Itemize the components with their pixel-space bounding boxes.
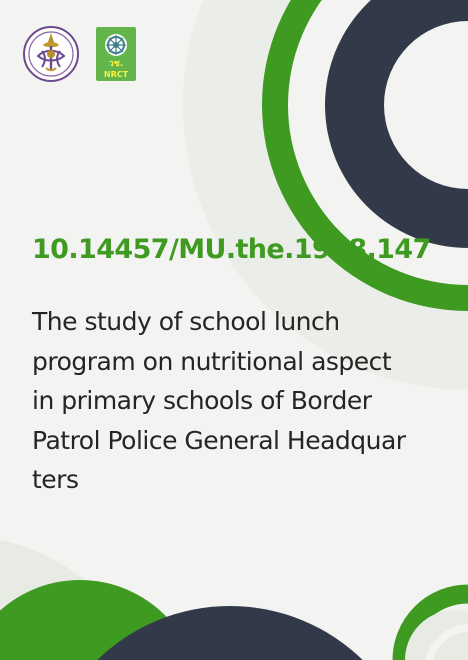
title-line-1: The study of school lunch [32,307,340,336]
title-line-4: Patrol Police General Headquar [32,425,406,455]
title-line-5: ters [32,465,79,494]
title-line-2: program on nutritional aspect [32,346,392,376]
svg-text:NRCT: NRCT [103,70,129,79]
svg-text:วช.: วช. [108,59,124,69]
nrct-logo-mark [96,27,136,81]
mahidol-university-seal-logo [22,25,80,83]
title-line-3: in primary schools of Border [32,386,372,415]
nrct-logo [96,27,136,81]
doi-identifier: 10.14457/MU.the.1998.147 [32,234,431,265]
thesis-title [32,302,432,500]
